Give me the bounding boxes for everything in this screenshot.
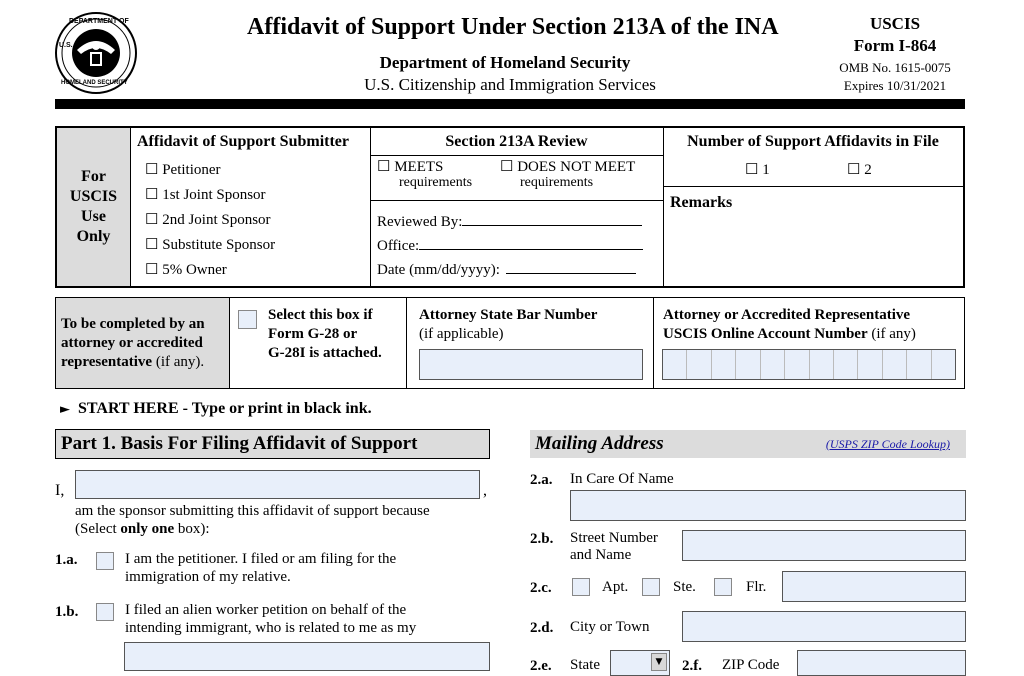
sponsor-name-input[interactable] xyxy=(75,470,480,499)
state-label: State xyxy=(570,657,600,673)
care-of-label: In Care Of Name xyxy=(570,471,674,487)
street-label: Street Number and Name xyxy=(570,530,658,563)
date-row: Date (mm/dd/yyyy): xyxy=(377,262,636,279)
part1-header: Part 1. Basis For Filing Affidavit of Support xyxy=(55,429,490,459)
city-input[interactable] xyxy=(682,611,966,642)
arrow-right-icon: ► xyxy=(60,402,70,417)
submitter-2nd-joint[interactable]: ☐ 2nd Joint Sponsor xyxy=(145,212,271,228)
apt-number: 2.c. xyxy=(530,580,552,596)
bar-number-label: Attorney State Bar Number xyxy=(419,307,598,323)
office-line[interactable] xyxy=(419,249,643,250)
chevron-down-icon[interactable]: ▼ xyxy=(651,653,667,671)
i-label: I, xyxy=(55,482,65,499)
divider xyxy=(406,298,407,388)
apt-label: Apt. xyxy=(602,579,629,595)
meets-option[interactable]: ☐ MEETS requirements xyxy=(377,159,473,190)
reviewed-by-line[interactable] xyxy=(462,225,642,226)
divider xyxy=(370,155,663,156)
bar-number-input[interactable] xyxy=(419,349,643,380)
comma: , xyxy=(483,482,487,499)
uscis-use-box xyxy=(55,126,965,288)
seal-text-bottom: HOMELAND SECURITY xyxy=(61,80,128,86)
state-select[interactable] xyxy=(610,650,670,676)
divider xyxy=(663,186,963,187)
for-use-only-panel xyxy=(57,128,131,286)
city-number: 2.d. xyxy=(530,620,554,636)
g28-checkbox[interactable] xyxy=(238,310,257,329)
street-input[interactable] xyxy=(682,530,966,561)
checkbox-icon: ☐ xyxy=(377,159,391,175)
zip-number: 2.f. xyxy=(682,658,702,674)
attorney-box xyxy=(55,297,965,389)
uscis-label-2: USCIS xyxy=(69,188,118,205)
zip-label: ZIP Code xyxy=(722,657,780,673)
agency: U.S. Citizenship and Immigration Services xyxy=(364,75,656,94)
start-here: ► START HERE - Type or print in black ink. xyxy=(60,400,372,417)
account-label-1: Attorney or Accredited Representative xyxy=(663,307,911,323)
form-title: Affidavit of Support Under Section 213A of the INA xyxy=(247,14,779,40)
submitter-list xyxy=(145,158,275,283)
submitter-substitute[interactable]: ☐ Substitute Sponsor xyxy=(145,237,276,253)
item-1a-number: 1.a. xyxy=(55,552,78,568)
mailing-title: Mailing Address xyxy=(535,433,664,454)
checkbox-icon: ☐ xyxy=(745,162,759,178)
care-of-input[interactable] xyxy=(570,490,966,521)
state-number: 2.e. xyxy=(530,658,552,674)
bar-number-sub: (if applicable) xyxy=(419,326,504,342)
checkbox-icon: ☐ xyxy=(145,262,159,278)
care-of-number: 2.a. xyxy=(530,472,553,488)
item-1a-text: I am the petitioner. I filed or am filing for the immigration of my relative. xyxy=(125,551,397,585)
review-header: Section 213A Review xyxy=(445,133,588,150)
city-label: City or Town xyxy=(570,619,650,635)
apt-checkbox[interactable] xyxy=(572,578,590,596)
affidavit-count-1[interactable]: ☐ 1 xyxy=(745,162,770,178)
reviewed-by-row: Reviewed By: xyxy=(377,214,642,231)
divider xyxy=(370,200,663,201)
affidavits-header: Number of Support Affidavits in File xyxy=(687,133,939,150)
divider xyxy=(663,128,664,286)
account-label-2: USCIS Online Account Number (if any) xyxy=(663,326,916,342)
sponsor-text: am the sponsor submitting this affidavit of support because (Select only one box): xyxy=(75,503,430,537)
only-label: Only xyxy=(76,228,111,245)
item-1b-number: 1.b. xyxy=(55,604,79,620)
department: Department of Homeland Security xyxy=(379,53,631,72)
omb-number: OMB No. 1615-0075 xyxy=(839,60,951,75)
uscis-label: USCIS xyxy=(869,14,921,33)
flr-label: Flr. xyxy=(746,579,767,595)
submitter-1st-joint[interactable]: ☐ 1st Joint Sponsor xyxy=(145,187,266,203)
remarks-label: Remarks xyxy=(670,194,733,211)
unit-number-input[interactable] xyxy=(782,571,966,602)
flr-checkbox[interactable] xyxy=(714,578,732,596)
checkbox-icon: ☐ xyxy=(500,159,514,175)
ste-label: Ste. xyxy=(673,579,696,595)
ste-checkbox[interactable] xyxy=(642,578,660,596)
checkbox-icon: ☐ xyxy=(847,162,861,178)
checkbox-icon: ☐ xyxy=(145,162,159,178)
account-number-input[interactable] xyxy=(662,349,956,380)
street-number: 2.b. xyxy=(530,531,554,547)
divider xyxy=(653,298,654,388)
for-label: For xyxy=(81,168,106,185)
checkbox-icon: ☐ xyxy=(145,237,159,253)
divider xyxy=(370,128,371,286)
seal-text-top: DEPARTMENT OF xyxy=(69,18,129,25)
relationship-input[interactable] xyxy=(124,642,490,671)
item-1a-checkbox[interactable] xyxy=(96,552,114,570)
usps-zip-lookup-link[interactable]: (USPS ZIP Code Lookup) xyxy=(825,437,950,451)
attorney-label-panel: To be completed by an attorney or accredited representative (if any). xyxy=(56,298,230,388)
date-line[interactable] xyxy=(506,273,636,274)
mailing-header xyxy=(530,430,966,458)
item-1b-text: I filed an alien worker petition on behalf of the intending immigrant, who is related to me as my xyxy=(125,602,417,636)
checkbox-icon: ☐ xyxy=(145,212,159,228)
seal-text-us: U.S. xyxy=(59,42,73,49)
submitter-5pct-owner[interactable]: ☐ 5% Owner xyxy=(145,262,227,278)
g28-label: Select this box if Form G-28 or G-28I is attached. xyxy=(268,307,382,361)
does-not-meet-option[interactable]: ☐ DOES NOT MEET requirements xyxy=(500,159,636,190)
office-row: Office: xyxy=(377,238,643,255)
submitter-header: Affidavit of Support Submitter xyxy=(137,133,350,150)
submitter-petitioner[interactable]: ☐ Petitioner xyxy=(145,162,221,178)
checkbox-icon: ☐ xyxy=(145,187,159,203)
item-1b-checkbox[interactable] xyxy=(96,603,114,621)
use-label: Use xyxy=(81,208,106,225)
dhs-seal xyxy=(55,12,137,94)
header-rule xyxy=(55,99,965,109)
expiration: Expires 10/31/2021 xyxy=(843,78,947,93)
zip-input[interactable] xyxy=(797,650,966,676)
form-number: Form I-864 xyxy=(853,36,937,55)
affidavit-count-2[interactable]: ☐ 2 xyxy=(847,162,872,178)
